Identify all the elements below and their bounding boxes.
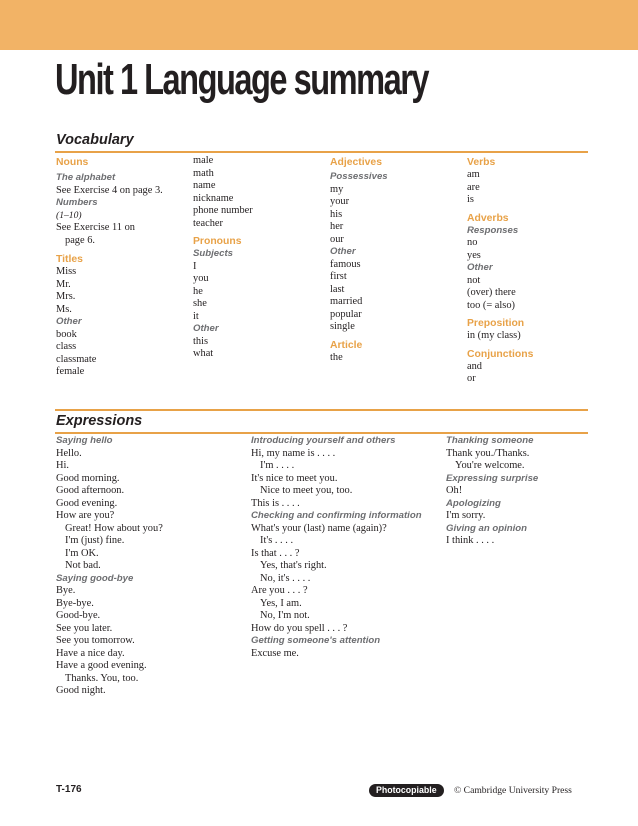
opinion-subheading: Giving an opinion [446,522,528,534]
word: last [330,283,345,295]
phrase: Bye. [56,585,76,596]
word: class [56,341,77,352]
phrase: Oh! [446,485,463,496]
phrase: I'm (just) fine. [65,535,125,546]
phrase: Have a good evening. [56,660,147,671]
phrase: Thanks. You, too. [65,672,139,684]
phrase: It's . . . . [260,535,294,546]
word: not [467,274,481,286]
word: Miss [56,266,77,277]
expressions-rule [55,432,588,434]
saying-hello-subheading: Saying hello [56,435,113,446]
word: Ms. [56,303,72,315]
word: classmate [56,353,97,365]
word: or [467,373,476,384]
word: it [193,310,199,322]
phrase: Yes, that's right. [260,560,327,571]
possessives-subheading: Possessives [330,171,388,182]
word: Mr. [56,278,71,290]
phrase: You're welcome. [455,460,525,471]
word: first [330,271,347,282]
word: is [467,194,474,205]
word: your [330,196,350,207]
article-heading: Article [330,339,363,351]
apologizing-subheading: Apologizing [446,497,501,509]
phrase: Bye-bye. [56,597,94,609]
expressions-heading: Expressions [56,413,143,429]
responses-subheading: Responses [467,224,519,236]
other-subheading: Other [330,246,356,257]
word: am [467,169,480,180]
phrase: Good-bye. [56,610,101,621]
phrase: Good morning. [56,472,120,484]
word: this [193,335,209,347]
expr-col-2 [251,435,422,660]
word: See Exercise 4 on page 3. [56,184,163,196]
word: name [193,180,216,191]
word: See Exercise 11 on [56,222,135,233]
word: and [467,360,483,372]
phrase: What's your (last) name (again)? [251,522,387,534]
page-number: T-176 [56,784,82,795]
phrase: Good afternoon. [56,485,125,496]
other-subheading: Other [193,323,219,334]
introducing-subheading: Introducing yourself and others [251,435,396,446]
phrase: I'm sorry. [446,510,486,521]
word: no [467,237,478,248]
phrase: Thank you./Thanks. [446,447,530,459]
phrase: Are you . . . ? [251,585,308,596]
vocab-col-1 [56,152,163,379]
phrase: This is . . . . [251,497,300,509]
word: page 6. [65,234,96,246]
word: nickname [193,192,234,204]
nouns-heading: Nouns [56,157,89,168]
word: our [330,233,344,245]
vocab-col-3 [330,152,388,364]
adjectives-heading: Adjectives [330,157,382,168]
word: popular [330,308,362,320]
word: male [193,155,214,166]
alphabet-subheading: The alphabet [56,172,116,183]
phrase: I'm OK. [65,547,99,559]
expressions-rule-top [55,409,588,411]
word: book [56,328,77,340]
phrase: No, it's . . . . [260,572,311,584]
phrase: Good night. [56,685,106,696]
photocopiable-badge: Photocopiable [369,784,444,797]
phrase: Have a nice day. [56,647,125,659]
phrase: Hello. [56,447,82,459]
phrase: Not bad. [65,560,101,571]
checking-subheading: Checking and confirming information [251,510,422,521]
phrase: Hi, my name is . . . . [251,447,336,459]
vocab-col-2 [193,155,253,361]
word: famous [330,258,361,270]
word: too (= also) [467,299,515,311]
word: married [330,296,363,307]
numbers-subheading: Numbers [56,197,98,208]
preposition-heading: Preposition [467,318,525,329]
word: my [330,183,344,195]
conjunctions-heading: Conjunctions [467,348,534,360]
word: in (my class) [467,330,521,341]
word: her [330,221,344,232]
pronouns-heading: Pronouns [193,236,242,247]
other-subheading: Other [467,262,493,273]
phrase: Excuse me. [251,647,299,659]
word: you [193,273,209,284]
word: yes [467,249,481,261]
word: the [330,351,343,363]
word: math [193,167,214,179]
word: his [330,208,343,220]
phrase: I'm . . . . [260,460,295,471]
other-subheading: Other [56,316,82,327]
phrase: Great! How about you? [65,522,163,534]
saying-goodbye-subheading: Saying good-bye [56,572,134,584]
expr-col-1 [56,435,163,698]
phrase: See you tomorrow. [56,635,135,646]
phrase: How are you? [56,510,115,521]
word: teacher [193,217,223,229]
vocab-col-4 [467,152,533,386]
word: he [193,285,203,297]
word: Mrs. [56,291,76,302]
titles-heading: Titles [56,254,83,265]
phrase: How do you spell . . . ? [251,622,348,634]
phrase: See you later. [56,622,113,634]
word: phone number [193,205,253,216]
expr-col-3 [446,435,538,548]
word: I [193,260,197,272]
copyright: © Cambridge University Press [454,785,572,796]
phrase: No, I'm not. [260,610,310,621]
header-band [0,0,638,50]
word: female [56,366,85,377]
phrase: Nice to meet you, too. [260,485,353,496]
phrase: Hi. [56,460,69,471]
phrase: It's nice to meet you. [251,472,338,484]
phrase: Is that . . . ? [251,547,300,559]
thanking-subheading: Thanking someone [446,435,534,446]
word: (1–10) [56,209,82,221]
word: are [467,181,480,193]
phrase: Good evening. [56,497,118,509]
attention-subheading: Getting someone's attention [251,635,381,646]
surprise-subheading: Expressing surprise [446,472,539,484]
phrase: Yes, I am. [260,597,302,609]
word: she [193,298,207,309]
word: (over) there [467,287,516,298]
word: what [193,348,214,359]
verbs-heading: Verbs [467,157,496,168]
phrase: I think . . . . [446,535,495,546]
word: single [330,321,355,332]
adverbs-heading: Adverbs [467,212,509,224]
subjects-subheading: Subjects [193,248,233,259]
vocabulary-heading: Vocabulary [56,132,134,148]
page-title: Unit 1 Language summary [55,55,429,104]
